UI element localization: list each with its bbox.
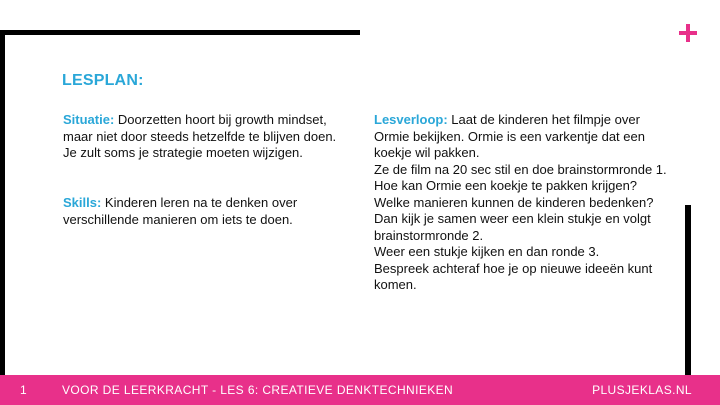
- page-number: 1: [20, 383, 27, 397]
- skills-text: Kinderen leren na te denken over verschillende manieren om iets te doen.: [63, 195, 298, 227]
- lesverloop-text: Laat de kinderen het filmpje over Ormie bekijken. Ormie is een varkentje dat een koekje wil pakken. Ze de film na 20 sec stil en doe brainstormronde 1. Hoe kan Ormie een koekje te pakken krijgen? Welke manieren kunnen de kinderen bedenken? Dan kijk je samen weer een klein stukje en volgt brainstormronde 2. Weer een stukje kijken en dan ronde 3. Bespreek achteraf hoe je op nieuwe ideeën kunt komen.: [374, 112, 667, 292]
- lesverloop-label: Lesverloop:: [374, 112, 448, 127]
- top-divider: [0, 30, 360, 35]
- footer-lesson-title: VOOR DE LEERKRACHT - LES 6: CREATIEVE DENKTECHNIEKEN: [62, 383, 454, 397]
- situatie-paragraph: [63, 112, 348, 162]
- plus-icon: [679, 24, 697, 42]
- left-divider: [0, 30, 5, 375]
- page-title: LESPLAN:: [62, 72, 144, 89]
- skills-paragraph: [63, 195, 348, 228]
- situatie-label: Situatie:: [63, 112, 115, 127]
- lesverloop-paragraph: [374, 112, 674, 294]
- footer-website-link[interactable]: PLUSJEKLAS.NL: [592, 383, 692, 397]
- skills-label: Skills:: [63, 195, 102, 210]
- right-divider: [685, 205, 691, 375]
- footer-bar: [0, 375, 720, 405]
- situatie-text: Doorzetten hoort bij growth mindset, maar niet door steeds hetzelfde te blijven doen. Je zult soms je strategie moeten wijzigen.: [63, 112, 337, 160]
